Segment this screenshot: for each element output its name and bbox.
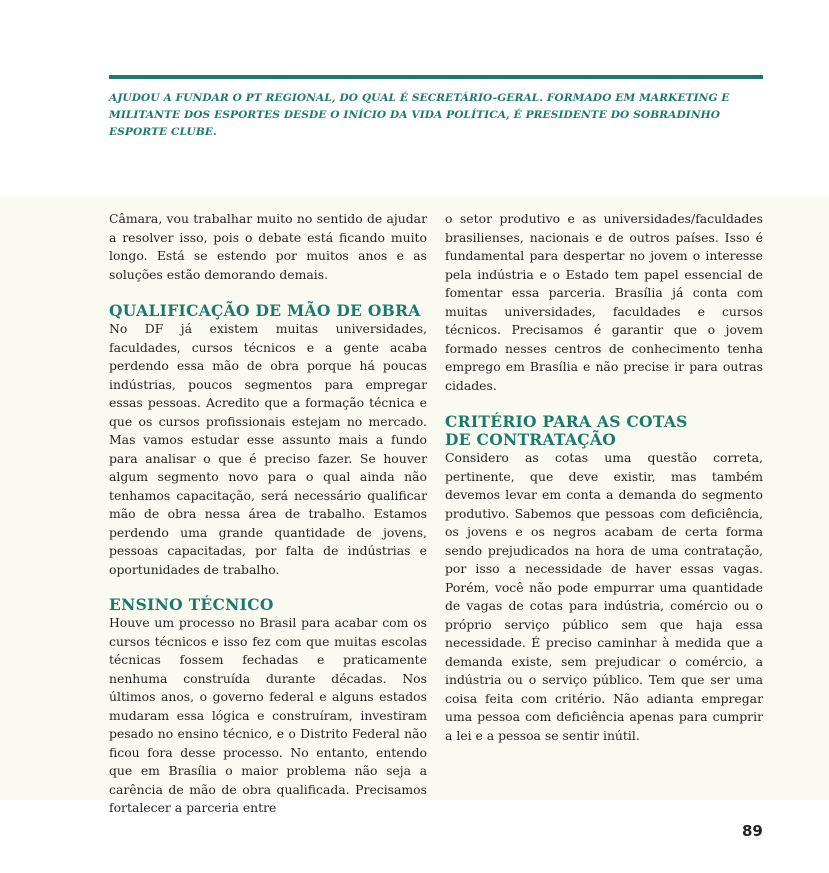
page-number: 89 xyxy=(742,822,763,840)
paragraph: No DF já existem muitas universidades, faculdades, cursos técnicos e a gente acaba perdendo essa mão de obra porque há poucas indústrias, poucos segmentos para empregar essas pessoas. Acredito que a formação técnica e que os cursos profissionais estejam no mercado. Mas vamos estudar esse assunto mais a fundo para analisar o que é preciso fazer. Se houver algum segmento novo para o qual ainda não tenhamos capacitação, será necessário qualificar mão de obra nessa área de trabalho. Estamos perdendo uma grande quantidade de jovens, pessoas capacitadas, por falta de indústrias e oportunidades de trabalho. xyxy=(109,321,427,577)
left-column xyxy=(109,210,427,818)
header-rule xyxy=(109,75,763,79)
section-heading: QUALIFICAÇÃO DE MÃO DE OBRA xyxy=(109,301,421,320)
section-heading: CRITÉRIO PARA AS COTAS DE CONTRATAÇÃO xyxy=(445,412,688,449)
paragraph: Considero as cotas uma questão correta, pertinente, que deve existir, mas também devemos levar em conta a demanda do segmento produtivo. Sabemos que pessoas com deficiência, os jovens e os negros acabam de certa forma sendo prejudicados na hora de uma contratação, por isso a necessidade de haver essas vagas. Porém, você não pode empurrar uma quantidade de vagas de cotas para indústria, comércio ou o próprio serviço público sem que haja essa necessidade. É preciso caminhar à medida que a demanda existe, sem prejudicar o comércio, a indústria ou o serviço público. Tem que ser uma coisa feita com critério. Não adianta empregar uma pessoa com deficiência apenas para cumprir a lei e a pessoa se sentir inútil. xyxy=(445,450,763,743)
paragraph: o setor produtivo e as universidades/faculdades brasilienses, nacionais e de outros países. Isso é fundamental para despertar no jovem o interesse pela indústria e o Estado tem papel essencial de fomentar essa parceria. Brasília já conta com muitas universidades, faculdades e cursos técnicos. Precisamos é garantir que o jovem formado nesses centros de conhecimento tenha emprego em Brasília e não precise ir para outras cidades. xyxy=(445,211,763,393)
right-column xyxy=(445,210,763,745)
paragraph: Houve um processo no Brasil para acabar com os cursos técnicos e isso fez com que muitas escolas técnicas fossem fechadas e praticamente nenhuma construída durante décadas. Nos últimos anos, o governo federal e alguns estados mudaram essa lógica e construíram, investiram pesado no ensino técnico, e o Distrito Federal não ficou fora desse processo. No entanto, entendo que em Brasília o maior problema não seja a carência de mão de obra qualificada. Precisamos fortalecer a parceria entre xyxy=(109,615,427,815)
author-intro: AJUDOU A FUNDAR O PT REGIONAL, DO QUAL É SECRETÁRIO-GERAL. FORMADO EM MARKETING E MILITANTE DOS ESPORTES DESDE O INÍCIO DA VIDA POLÍTICA, É PRESIDENTE DO SOBRADINHO ESPORTE CLUBE. xyxy=(109,92,730,138)
paragraph: Câmara, vou trabalhar muito no sentido de ajudar a resolver isso, pois o debate está ficando muito longo. Está se estendo por muitos anos e as soluções estão demorando demais. xyxy=(109,211,427,282)
section-heading: ENSINO TÉCNICO xyxy=(109,595,274,614)
